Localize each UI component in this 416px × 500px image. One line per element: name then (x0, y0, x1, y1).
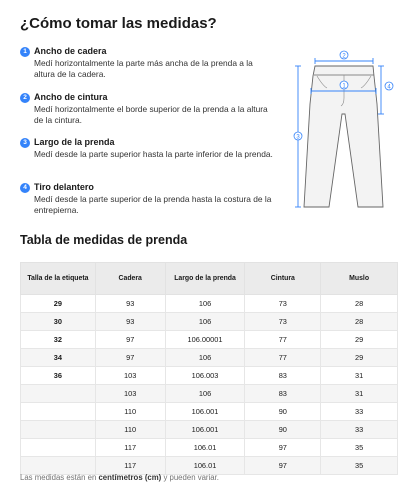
table-row (21, 421, 398, 439)
step-number-badge: 4 (20, 183, 30, 193)
table-cell: 106.003 (165, 367, 245, 385)
table-cell: 106 (165, 313, 245, 331)
table-cell: 90 (245, 403, 321, 421)
table-cell: 117 (95, 439, 165, 457)
table-cell: 106 (165, 349, 245, 367)
table-header-row (21, 263, 398, 295)
table-cell: 93 (95, 313, 165, 331)
table-cell (21, 457, 96, 475)
step-description: Medí horizontalmente la parte más ancha de la prenda a la altura de la cadera. (34, 58, 253, 79)
column-header-size-tag: Talla de la etiqueta (21, 263, 96, 295)
column-header-waist: Cintura (245, 263, 321, 295)
step-number-badge: 3 (20, 138, 30, 148)
marker-waist: 2 (342, 53, 346, 60)
table-cell: 33 (321, 403, 398, 421)
table-cell: 97 (95, 331, 165, 349)
table-row (21, 313, 398, 331)
table-cell: 35 (321, 439, 398, 457)
table-cell: 30 (21, 313, 96, 331)
table-cell: 117 (95, 457, 165, 475)
marker-length: 3 (296, 134, 300, 141)
column-header-hip: Cadera (95, 263, 165, 295)
table-cell: 77 (245, 331, 321, 349)
step-description: Medí desde la parte superior hasta la parte inferior de la prenda. (34, 149, 273, 159)
table-row (21, 331, 398, 349)
table-cell: 29 (21, 295, 96, 313)
table-cell: 34 (21, 349, 96, 367)
table-cell: 33 (321, 421, 398, 439)
step-description: Medí desde la parte superior de la prenda hasta la costura de la entrepierna. (34, 194, 272, 215)
table-cell: 28 (321, 295, 398, 313)
table-cell: 73 (245, 295, 321, 313)
table-cell: 32 (21, 331, 96, 349)
table-cell: 90 (245, 421, 321, 439)
table-cell: 106.00001 (165, 331, 245, 349)
table-cell: 97 (245, 457, 321, 475)
table-cell: 97 (95, 349, 165, 367)
step-title: Largo de la prenda (34, 137, 115, 147)
table-row (21, 403, 398, 421)
units-note-suffix: y pueden variar. (161, 473, 219, 482)
table-cell: 106 (165, 295, 245, 313)
table-cell: 103 (95, 367, 165, 385)
table-cell: 28 (321, 313, 398, 331)
table-cell: 36 (21, 367, 96, 385)
table-cell: 103 (95, 385, 165, 403)
table-cell: 83 (245, 367, 321, 385)
units-note-unit: centímetros (cm) (98, 473, 162, 482)
table-cell (21, 439, 96, 457)
size-table (20, 262, 398, 475)
table-cell: 106.001 (165, 403, 245, 421)
table-cell: 35 (321, 457, 398, 475)
column-header-length: Largo de la prenda (165, 263, 245, 295)
marker-rise: 4 (387, 84, 391, 91)
step-title: Ancho de cintura (34, 92, 108, 102)
table-cell: 77 (245, 349, 321, 367)
table-cell: 110 (95, 421, 165, 439)
units-note (20, 473, 219, 482)
table-cell: 97 (245, 439, 321, 457)
table-cell (21, 385, 96, 403)
column-header-thigh: Muslo (321, 263, 398, 295)
step-number-badge: 1 (20, 47, 30, 57)
table-row (21, 457, 398, 475)
table-cell: 31 (321, 385, 398, 403)
guide-title: ¿Cómo tomar las medidas? (20, 15, 217, 32)
pants-diagram (285, 42, 400, 212)
table-row (21, 439, 398, 457)
table-cell: 93 (95, 295, 165, 313)
table-cell: 83 (245, 385, 321, 403)
table-cell: 106 (165, 385, 245, 403)
table-row (21, 349, 398, 367)
step-title: Ancho de cadera (34, 46, 107, 56)
table-cell: 73 (245, 313, 321, 331)
table-row (21, 295, 398, 313)
table-row (21, 385, 398, 403)
table-row (21, 367, 398, 385)
table-cell: 106.01 (165, 457, 245, 475)
table-cell: 110 (95, 403, 165, 421)
size-table-title: Tabla de medidas de prenda (20, 233, 188, 247)
table-cell (21, 403, 96, 421)
table-cell: 29 (321, 349, 398, 367)
table-cell: 29 (321, 331, 398, 349)
step-title: Tiro delantero (34, 182, 94, 192)
units-note-prefix: Las medidas están en (20, 473, 99, 482)
table-cell: 106.01 (165, 439, 245, 457)
marker-hip: 1 (342, 83, 346, 90)
step-description: Medí horizontalmente el borde superior de la prenda a la altura de la cintura. (34, 104, 268, 125)
table-cell (21, 421, 96, 439)
table-cell: 31 (321, 367, 398, 385)
step-number-badge: 2 (20, 93, 30, 103)
table-cell: 106.001 (165, 421, 245, 439)
